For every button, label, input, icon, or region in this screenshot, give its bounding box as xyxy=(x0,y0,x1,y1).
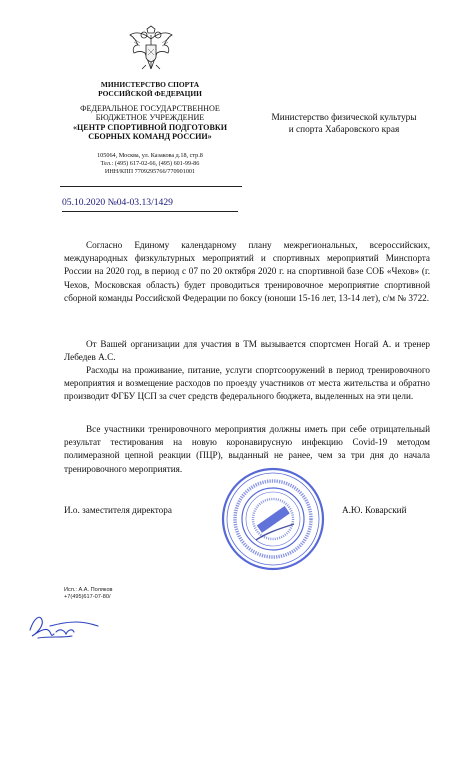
agency-line-2: БЮДЖЕТНОЕ УЧРЕЖДЕНИЕ xyxy=(95,113,205,123)
paragraph-3: Расходы на проживание, питание, услуги спортсооружений в период тренировочного мероприятия и возмещение расходов по проезду участников от места жительства и обратно производит ФГБУ ЦСП за счет средств федерального бюджета, выделенных на эти цели. xyxy=(64,365,430,402)
official-stamp xyxy=(220,466,326,572)
executor-info xyxy=(64,587,113,601)
ministry-name xyxy=(60,80,240,98)
handwritten-signature xyxy=(26,608,102,642)
recipient-line-2: и спорта Хабаровского края xyxy=(288,125,400,135)
address-line-2: Тел.: (495) 617-02-66, (495) 601-99-86 xyxy=(100,160,200,167)
header-divider xyxy=(60,186,242,187)
signatory-position: И.о. заместителя директора xyxy=(64,505,172,515)
paragraph-1: Согласно Единому календарному плану межрегиональных, всероссийских, международных физкультурных мероприятий и спортивных мероприятий Минспорта России на 2020 год, в период с 07 по 20 октября 2020 г. на спортивной базе СОБ «Чехов» (г. Чехов, Московская область) будет проводиться тренировочное мероприятие спортивной сборной команды Российской Федерации по боксу (юноши 15-16 лет, 13-14 лет), с/м № 3722. xyxy=(64,240,430,303)
agency-line-1: ФЕДЕРАЛЬНОЕ ГОСУДАРСТВЕННОЕ xyxy=(80,104,220,113)
paragraph-2: От Вашей организации для участия в ТМ вызывается спортсмен Ногай А. и тренер Лебедев А.С. xyxy=(64,339,430,363)
recipient-line-1: Министерство физической культуры xyxy=(271,113,417,123)
agency-line-4: СБОРНЫХ КОМАНД РОССИИ» xyxy=(88,132,212,142)
coat-of-arms-icon xyxy=(128,25,174,75)
paragraph-4: Все участники тренировочного мероприятия должны иметь при себе отрицательный результат тестирования на новую коронавирусную инфекцию Covid-19 методом полимеразной цепной реакции (ПЦР), выданный не ранее, чем за три дня до начала тренировочного мероприятия. xyxy=(64,424,430,474)
ministry-line-2: РОССИЙСКОЙ ФЕДЕРАЦИИ xyxy=(98,89,202,98)
address-line-3: ИНН/КПП 7709295766/770901001 xyxy=(104,168,196,175)
ministry-line-1: МИНИСТЕРСТВО СПОРТА xyxy=(100,80,200,89)
signatory-name: А.Ю. Коварский xyxy=(342,505,407,515)
address-line-1: 105064, Москва, ул. Казакова д.18, стр.8 xyxy=(97,152,203,159)
registration-number: 05.10.2020 №04-03.13/1429 xyxy=(62,197,238,212)
executor-line-2: +7(495)617-07-80/ xyxy=(64,594,111,600)
executor-line-1: Исп.: А.А. Поляков xyxy=(64,587,113,593)
recipient-block xyxy=(244,112,444,136)
agency-address xyxy=(60,152,240,176)
agency-name xyxy=(60,104,240,142)
agency-line-3: «ЦЕНТР СПОРТИВНОЙ ПОДГОТОВКИ xyxy=(72,122,228,132)
